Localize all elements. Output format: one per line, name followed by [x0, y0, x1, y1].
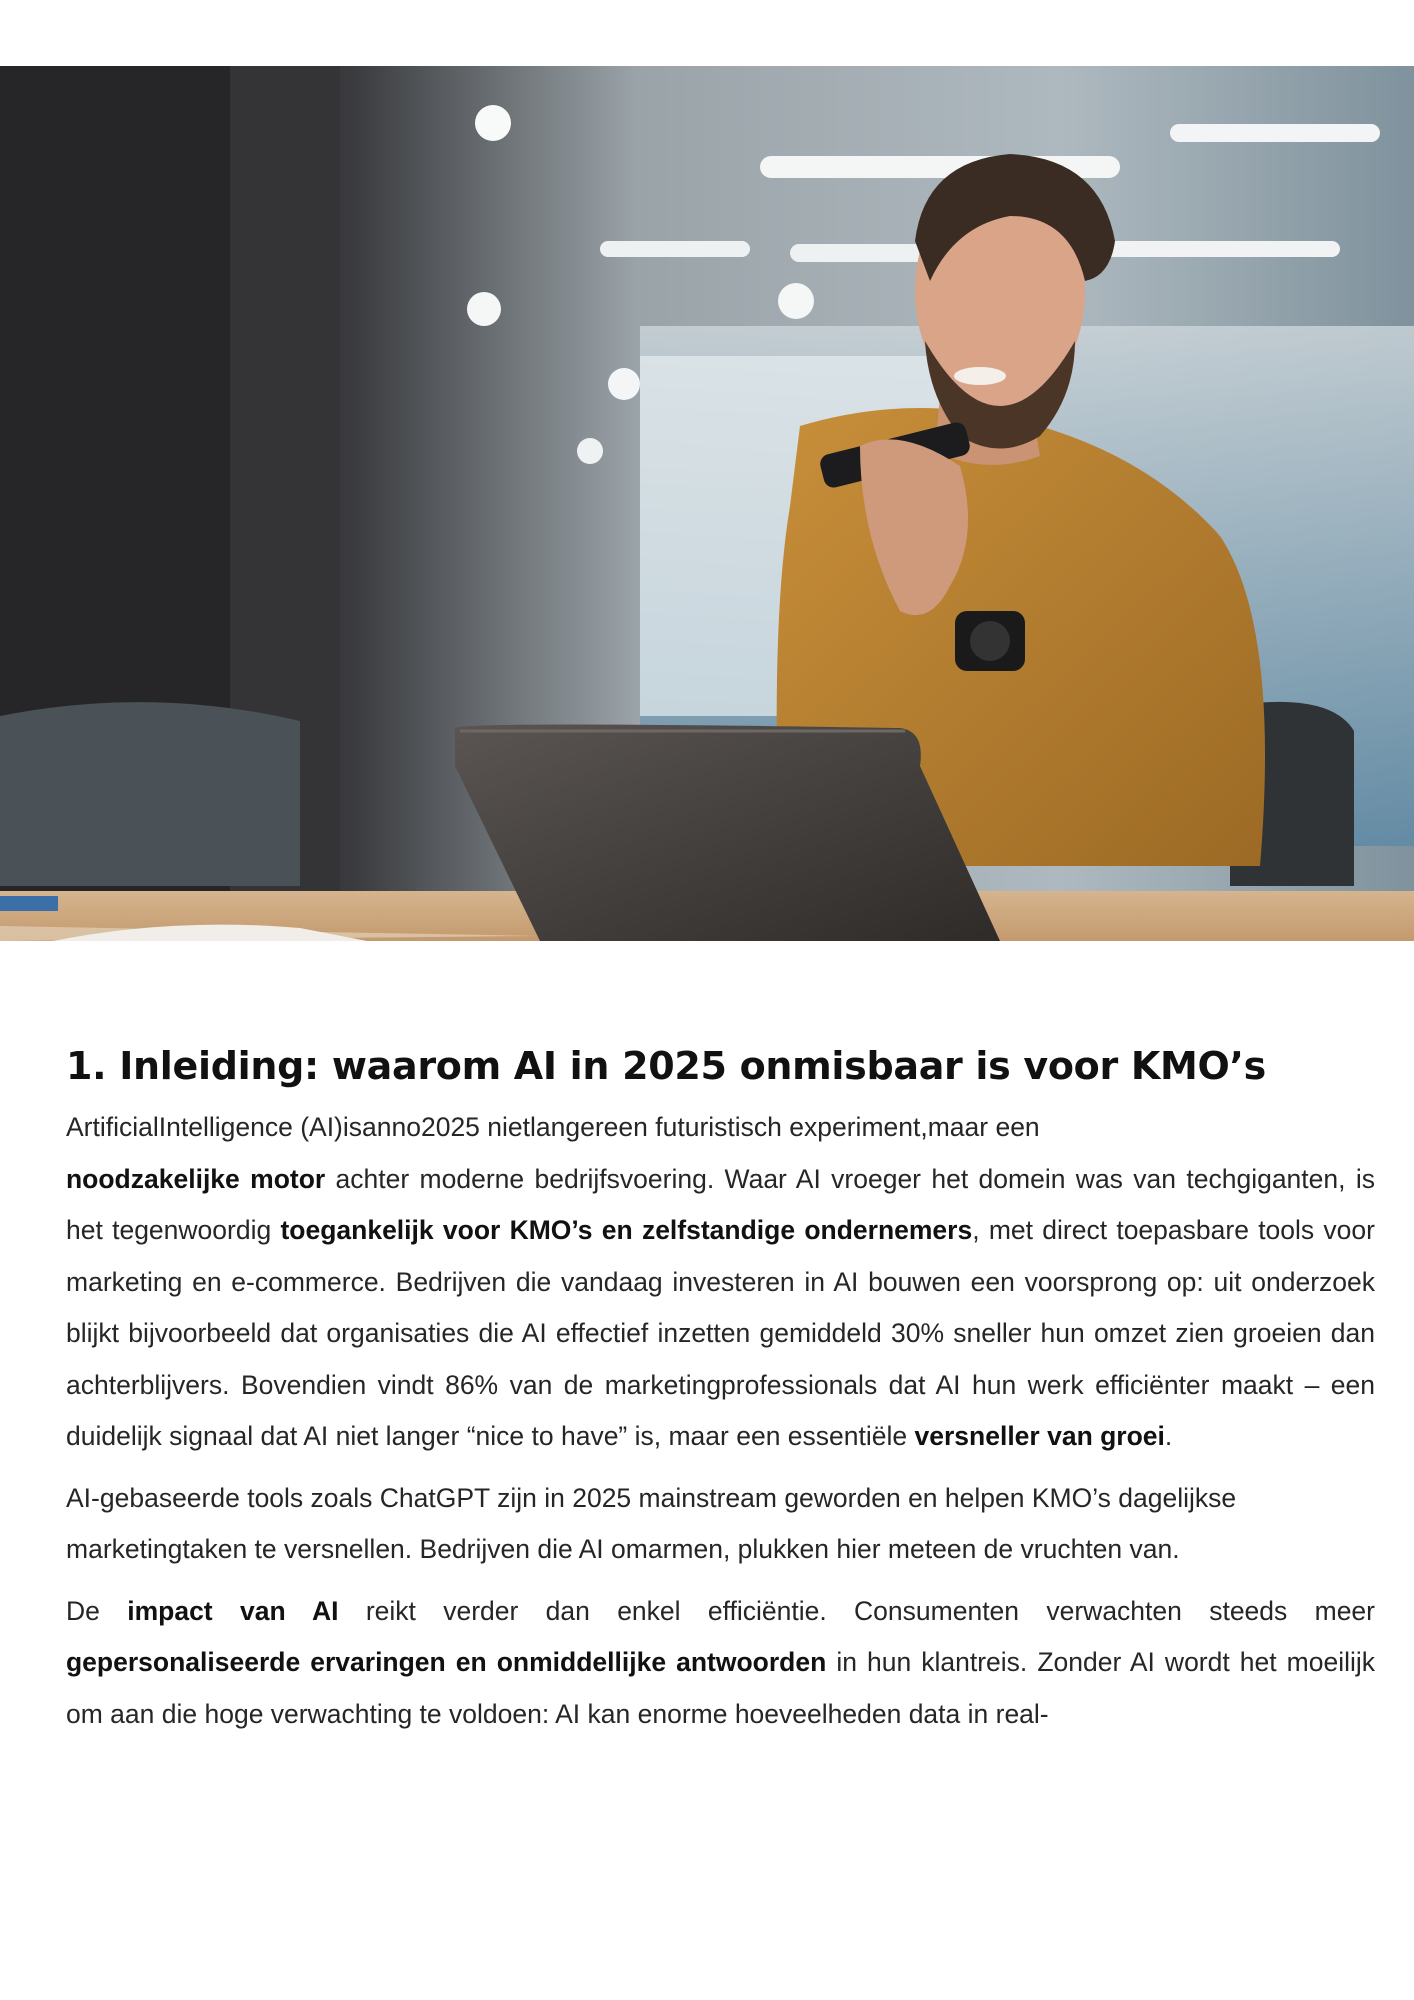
impact-paragraph: [66, 1586, 1375, 1741]
section-heading: 1. Inleiding: waarom AI in 2025 onmisbaar is voor KMO’s: [66, 1044, 1266, 1088]
intro-paragraph: [66, 1102, 1375, 1463]
text-run: De: [66, 1595, 128, 1626]
text-run: achter moderne bedrijfsvoering. Waar AI vroeger het domein was van techgiganten, is het tegenwoordig: [66, 1163, 1375, 1245]
tools-paragraph: AI-gebaseerde tools zoals ChatGPT zijn in 2025 mainstream geworden en helpen KMO’s dagelijkse marketingtaken te versnellen. Bedrijven die AI omarmen, plukken hier meteen de vruchten van.: [66, 1482, 1237, 1564]
article-body: [66, 1036, 1375, 1750]
text-run: reikt verder dan enkel efficiëntie. Consumenten verwachten steeds meer: [338, 1595, 1375, 1626]
bold-toegankelijk: toegankelijk voor KMO’s en zelfstandige ondernemers: [280, 1215, 973, 1245]
bold-gepersonaliseerde: gepersonaliseerde ervaringen en onmiddellijke antwoorden: [66, 1647, 827, 1677]
text-run: in hun klantreis. Zonder AI wordt het moeilijk om aan die hoge verwachting te voldoen: AI kan enorme hoeveelheden data in real-: [66, 1647, 1375, 1729]
intro-lead-line: ArtificialIntelligence (AI)isanno2025 nietlangereen futuristisch experiment,maar een: [66, 1112, 1040, 1142]
bold-versneller: versneller van groei: [914, 1421, 1165, 1451]
text-run: , met direct toepasbare tools voor marketing en e-commerce. Bedrijven die vandaag investeren in AI bouwen een voorsprong op: uit onderzoek blijkt bijvoorbeeld dat organisaties die AI effectief inzetten gemiddeld 30% sneller hun omzet zien groeien dan achterblijvers. Bovendien vindt 86% van de marketingprofessionals dat AI hun werk efficiënter maakt – een duidelijk signaal dat AI niet langer “nice to have” is, maar een essentiële: [66, 1215, 1375, 1451]
text-run: .: [1164, 1421, 1173, 1451]
bold-noodzakelijke-motor: noodzakelijke motor: [66, 1163, 326, 1194]
bold-impact-van-ai: impact van AI: [127, 1595, 339, 1626]
intro-paragraph-body: [66, 1154, 1375, 1463]
hero-photo: [0, 66, 1414, 941]
